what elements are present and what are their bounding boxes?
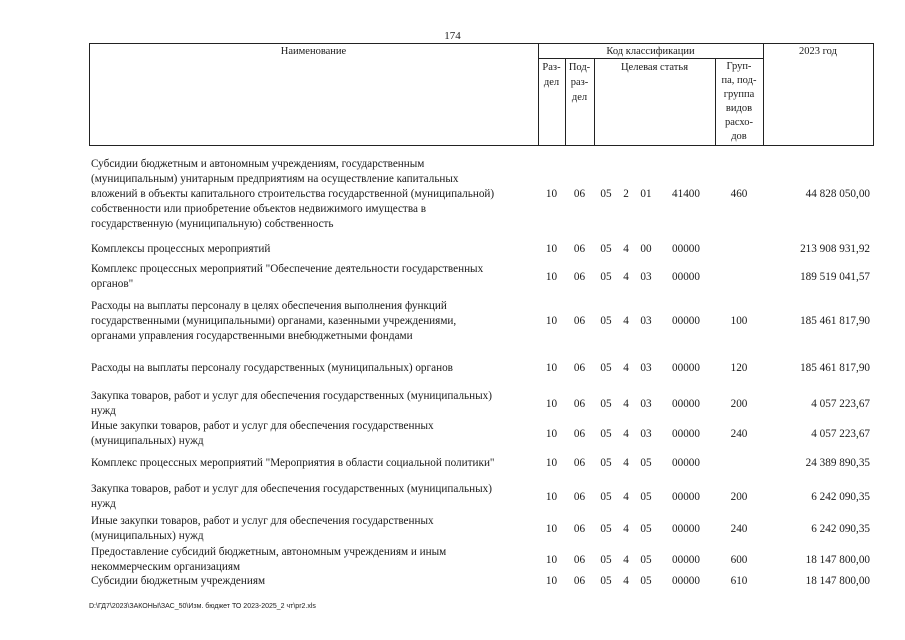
table-row (89, 361, 874, 376)
vid-cell: 240 (730, 428, 748, 440)
podrazdel-cell: 06 (573, 428, 586, 440)
row-name-line: Комплексы процессных мероприятий (91, 243, 271, 255)
target-part3-cell: 05 (640, 457, 652, 469)
podrazdel-cell: 06 (573, 398, 586, 410)
target-part4-cell: 00000 (672, 315, 700, 327)
row-name-line: Расходы на выплаты персоналу в целях обеспечения выполнения функций (91, 300, 447, 312)
row-name-line: государственную (муниципальную) собственность (91, 218, 334, 230)
target-part1-cell: 05 (600, 271, 612, 283)
amount-cell: 4 057 223,67 (811, 428, 870, 440)
amount-cell: 24 389 890,35 (805, 457, 870, 469)
target-part2-cell: 4 (623, 243, 629, 255)
podrazdel-cell: 06 (573, 315, 586, 327)
row-name-line: органов" (91, 278, 134, 290)
target-part3-cell: 00 (640, 243, 652, 255)
target-part1-cell: 05 (600, 428, 612, 440)
amount-cell: 6 242 090,35 (811, 491, 870, 503)
table-row (89, 514, 874, 544)
row-name-line: некоммерческим организациям (91, 561, 241, 573)
target-part2-cell: 4 (623, 491, 629, 503)
row-name (91, 545, 539, 575)
podrazdel-cell: 06 (573, 575, 586, 587)
podrazdel-cell: 06 (573, 271, 586, 283)
row-name-line: вложений в объекты капитального строительства государственной (муниципальной) (91, 188, 495, 200)
podrazdel-cell: 06 (573, 457, 586, 469)
table-row (89, 545, 874, 575)
file-path: D:\ГД7\2023\ЗАКОНЫ\ЗАС_50\Изм. бюджет ТО 2023-2025_2 чт\pr2.xls (89, 603, 316, 610)
row-name (91, 514, 539, 544)
row-name-line: Субсидии бюджетным и автономным учреждениям, государственным (91, 158, 425, 170)
razdel-cell: 10 (545, 428, 558, 440)
target-part3-cell: 01 (640, 188, 652, 200)
target-part3-cell: 05 (640, 554, 652, 566)
header-razdel: Раз- дел (542, 62, 561, 88)
row-name-line: Комплекс процессных мероприятий "Мероприятия в области социальной политики" (91, 457, 495, 469)
target-part4-cell: 00000 (672, 271, 700, 283)
razdel-cell: 10 (545, 188, 558, 200)
razdel-cell: 10 (545, 491, 558, 503)
row-name-line: Иные закупки товаров, работ и услуг для обеспечения государственных (91, 515, 434, 527)
table-row (89, 419, 874, 449)
amount-cell: 6 242 090,35 (811, 523, 870, 535)
razdel-cell: 10 (545, 362, 558, 374)
target-part3-cell: 05 (640, 523, 652, 535)
amount-cell: 4 057 223,67 (811, 398, 870, 410)
table-header (89, 43, 874, 146)
header-code-group: Код классификации (606, 46, 695, 57)
podrazdel-cell: 06 (573, 523, 586, 535)
target-part4-cell: 00000 (672, 243, 700, 255)
header-target: Целевая статья (620, 62, 689, 73)
amount-cell: 185 461 817,90 (800, 362, 870, 374)
row-name-line: Закупка товаров, работ и услуг для обеспечения государственных (муниципальных) (91, 390, 492, 402)
target-part1-cell: 05 (600, 362, 612, 374)
podrazdel-cell: 06 (573, 243, 586, 255)
podrazdel-cell: 06 (573, 362, 586, 374)
target-part1-cell: 05 (600, 491, 612, 503)
row-name-line: Субсидии бюджетным учреждениям (91, 575, 266, 587)
target-part2-cell: 4 (623, 523, 629, 535)
vid-cell: 200 (730, 398, 748, 410)
row-name (91, 157, 539, 232)
vid-cell: 100 (730, 315, 748, 327)
row-name-line: (муниципальным) унитарным предприятиям на осуществление капитальных (91, 173, 459, 185)
razdel-cell: 10 (545, 243, 558, 255)
target-part4-cell: 00000 (672, 523, 700, 535)
target-part1-cell: 05 (600, 315, 612, 327)
target-part2-cell: 4 (623, 271, 629, 283)
row-name-line: органами управления государственными внебюджетными фондами (91, 330, 413, 342)
razdel-cell: 10 (545, 554, 558, 566)
row-name-line: нужд (91, 498, 116, 510)
target-part3-cell: 05 (640, 575, 652, 587)
table-row (89, 482, 874, 512)
row-name (91, 574, 539, 589)
target-part4-cell: 00000 (672, 398, 700, 410)
row-name (91, 419, 539, 449)
row-name-line: (муниципальных) нужд (91, 435, 204, 447)
target-part1-cell: 05 (600, 575, 612, 587)
table-row (89, 574, 874, 589)
target-part1-cell: 05 (600, 457, 612, 469)
row-name-line: Комплекс процессных мероприятий "Обеспечение деятельности государственных (91, 263, 484, 275)
target-part4-cell: 41400 (672, 188, 700, 200)
target-part1-cell: 05 (600, 243, 612, 255)
vid-cell: 600 (730, 554, 748, 566)
table-row (89, 242, 874, 257)
target-part2-cell: 4 (623, 428, 629, 440)
target-part2-cell: 4 (623, 362, 629, 374)
row-name-line: (муниципальных) нужд (91, 530, 204, 542)
target-part1-cell: 05 (600, 188, 612, 200)
vid-cell: 200 (730, 491, 748, 503)
target-part1-cell: 05 (600, 523, 612, 535)
razdel-cell: 10 (545, 457, 558, 469)
target-part3-cell: 03 (640, 428, 652, 440)
row-name-line: собственности или приобретение объектов недвижимого имущества в (91, 203, 427, 215)
podrazdel-cell: 06 (573, 491, 586, 503)
row-name-line: Предоставление субсидий бюджетным, автономным учреждениям и иным (91, 546, 447, 558)
amount-cell: 44 828 050,00 (805, 188, 870, 200)
row-name (91, 262, 539, 292)
target-part4-cell: 00000 (672, 362, 700, 374)
table-row (89, 157, 874, 232)
row-name (91, 389, 539, 419)
row-name (91, 456, 539, 471)
page-number: 174 (444, 30, 461, 42)
target-part1-cell: 05 (600, 554, 612, 566)
razdel-cell: 10 (545, 315, 558, 327)
vid-cell: 240 (730, 523, 748, 535)
row-name-line: Иные закупки товаров, работ и услуг для обеспечения государственных (91, 420, 434, 432)
target-part3-cell: 03 (640, 315, 652, 327)
row-name (91, 482, 539, 512)
row-name (91, 361, 539, 376)
vid-cell: 120 (730, 362, 748, 374)
vid-cell: 460 (730, 188, 748, 200)
amount-cell: 189 519 041,57 (800, 271, 870, 283)
target-part2-cell: 4 (623, 315, 629, 327)
amount-cell: 213 908 931,92 (800, 243, 870, 255)
podrazdel-cell: 06 (573, 554, 586, 566)
row-name-line: Расходы на выплаты персоналу государственных (муниципальных) органов (91, 362, 453, 374)
target-part4-cell: 00000 (672, 428, 700, 440)
razdel-cell: 10 (545, 271, 558, 283)
razdel-cell: 10 (545, 523, 558, 535)
razdel-cell: 10 (545, 575, 558, 587)
target-part3-cell: 03 (640, 271, 652, 283)
header-year: 2023 год (799, 46, 837, 57)
table-row (89, 389, 874, 419)
table-row (89, 299, 874, 344)
row-name (91, 299, 539, 344)
amount-cell: 18 147 800,00 (805, 575, 870, 587)
row-name-line: нужд (91, 405, 116, 417)
target-part2-cell: 4 (623, 398, 629, 410)
header-vid: Груп- па, под- группа видов расхо- дов (721, 61, 757, 142)
target-part2-cell: 2 (623, 188, 629, 200)
target-part4-cell: 00000 (672, 491, 700, 503)
target-part2-cell: 4 (623, 575, 629, 587)
target-part4-cell: 00000 (672, 457, 700, 469)
target-part2-cell: 4 (623, 554, 629, 566)
amount-cell: 18 147 800,00 (805, 554, 870, 566)
row-name-line: государственными (муниципальными) органами, казенными учреждениями, (91, 315, 457, 327)
header-podrazdel: Под- раз- дел (568, 62, 591, 103)
razdel-cell: 10 (545, 398, 558, 410)
vid-cell: 610 (730, 575, 748, 587)
target-part4-cell: 00000 (672, 554, 700, 566)
row-name-line: Закупка товаров, работ и услуг для обеспечения государственных (муниципальных) (91, 483, 492, 495)
podrazdel-cell: 06 (573, 188, 586, 200)
target-part3-cell: 03 (640, 398, 652, 410)
amount-cell: 185 461 817,90 (800, 315, 870, 327)
row-name (91, 242, 539, 257)
header-name: Наименование (280, 46, 347, 57)
target-part3-cell: 03 (640, 362, 652, 374)
target-part1-cell: 05 (600, 398, 612, 410)
target-part4-cell: 00000 (672, 575, 700, 587)
target-part2-cell: 4 (623, 457, 629, 469)
table-row (89, 456, 874, 471)
table-row (89, 262, 874, 292)
target-part3-cell: 05 (640, 491, 652, 503)
